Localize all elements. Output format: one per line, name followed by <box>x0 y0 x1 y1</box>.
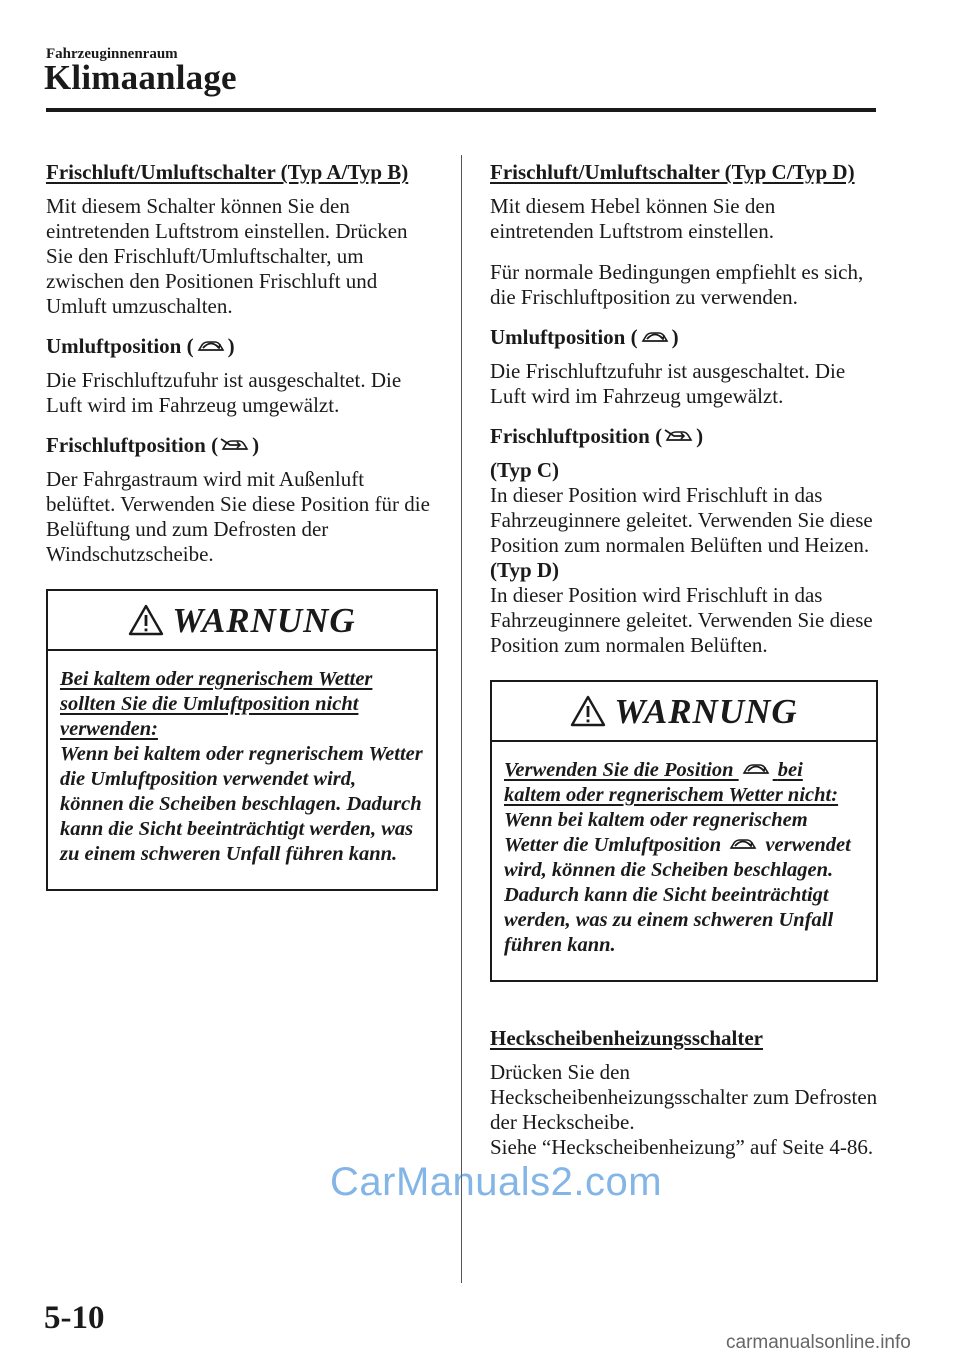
left-column <box>46 160 438 891</box>
warning-icon <box>128 604 164 636</box>
left-frisch-title-text: Frischluftposition ( <box>46 433 219 457</box>
right-typ-c-label: (Typ C) <box>490 458 560 482</box>
left-umluft-text: Die Frischluftzufuhr ist ausgeschaltet. Die Luft wird im Fahrzeug umgewälzt. <box>46 368 402 417</box>
right-warning-text <box>504 808 864 958</box>
page-number: 5-10 <box>44 1300 105 1336</box>
fresh-air-icon <box>664 427 694 445</box>
left-frisch-title <box>46 433 438 458</box>
right-umluft-title-close: ) <box>671 325 679 349</box>
recirculation-icon <box>196 337 226 355</box>
left-frisch-title-close: ) <box>252 433 260 457</box>
right-frisch-title <box>490 424 878 449</box>
right-warning-underlined-a: Verwenden Sie die Position <box>504 759 734 781</box>
left-warning-header <box>48 591 436 651</box>
section-label: Fahrzeuginnenraum <box>46 46 178 62</box>
right-frisch-title-text: Frischluftposition ( <box>490 424 663 448</box>
left-warning-underlined: Bei kaltem oder regnerischem Wetter sollten Sie die Umluftposition nicht verwenden: <box>60 668 373 740</box>
right-warning-underlined-b: bei kaltem oder regnerischem Wetter nicht: <box>504 759 839 806</box>
right-heck-text: Drücken Sie den Heckscheibenheizungsschalter zum Defrosten der Heckscheibe. <box>490 1060 878 1134</box>
left-heading: Frischluft/Umluftschalter (Typ A/Typ B) <box>46 160 409 184</box>
left-warning-box <box>46 589 438 891</box>
left-frisch-text: Der Fahrgastraum wird mit Außenluft belüftet. Verwenden Sie diese Position für die Belüftung und zum Defrosten der Windschutzscheibe. <box>46 467 430 566</box>
left-warning-body <box>48 651 436 889</box>
right-umluft-title-text: Umluftposition ( <box>490 325 638 349</box>
watermark-center: CarManuals2.com <box>330 1160 663 1204</box>
header-rule <box>46 108 876 112</box>
right-typ-c-text: In dieser Position wird Frischluft in das Fahrzeuginnere geleitet. Verwenden Sie diese Position zum normalen Belüften und Heizen. <box>490 483 873 557</box>
left-warning-text: Wenn bei kaltem oder regnerischem Wetter die Umluftposition verwendet wird, können die Scheiben beschlagen. Dadurch kann die Sicht beeinträchtigt werden, was zu einem schweren Unfall führen kann. <box>60 743 423 865</box>
right-column <box>490 160 878 1160</box>
fresh-air-icon <box>220 436 250 454</box>
right-warning-body <box>492 742 876 980</box>
left-intro: Mit diesem Schalter können Sie den eintretenden Luftstrom einstellen. Drücken Sie den Frischluft/Umluftschalter, um zwischen den Positionen Frischluft und Umluft umzuschalten. <box>46 194 408 318</box>
right-warning-text-a: Wenn bei kaltem oder regnerischem Wetter die Umluftposition <box>504 809 808 856</box>
right-heading: Frischluft/Umluftschalter (Typ C/Typ D) <box>490 160 855 184</box>
right-frisch-title-close: ) <box>696 424 704 448</box>
left-umluft-title <box>46 334 438 359</box>
column-divider <box>461 155 462 1283</box>
right-heck-ref: Siehe “Heckscheibenheizung” auf Seite 4-86. <box>490 1135 874 1159</box>
right-warning-title: WARNUNG <box>614 691 798 731</box>
recirculation-icon <box>640 328 670 346</box>
right-warning-header <box>492 682 876 742</box>
right-intro-2: Für normale Bedingungen empfiehlt es sich, die Frischluftposition zu verwenden. <box>490 260 864 309</box>
left-umluft-title-close: ) <box>227 334 235 358</box>
right-warning-underlined <box>504 758 864 808</box>
warning-icon <box>570 695 606 727</box>
right-heck-heading: Heckscheibenheizungsschalter <box>490 1026 763 1050</box>
right-umluft-title <box>490 325 878 350</box>
recirculation-icon <box>741 760 771 778</box>
left-warning-title: WARNUNG <box>172 600 356 640</box>
right-umluft-text: Die Frischluftzufuhr ist ausgeschaltet. Die Luft wird im Fahrzeug umgewälzt. <box>490 359 846 408</box>
right-typ-d-label: (Typ D) <box>490 558 560 582</box>
right-warning-box <box>490 680 878 982</box>
page-title: Klimaanlage <box>44 58 237 97</box>
recirculation-icon <box>728 835 758 853</box>
left-umluft-title-text: Umluftposition ( <box>46 334 194 358</box>
right-intro: Mit diesem Hebel können Sie den eintretenden Luftstrom einstellen. <box>490 194 776 243</box>
right-warning-text-b: verwendet wird, können die Scheiben beschlagen. Dadurch kann die Sicht beeinträchtigt werden, was zu einem schweren Unfall führen kann. <box>504 834 851 956</box>
watermark-corner: carmanualsonline.info <box>726 1332 911 1353</box>
right-typ-d-text: In dieser Position wird Frischluft in das Fahrzeuginnere geleitet. Verwenden Sie diese Position zum normalen Belüften. <box>490 583 873 657</box>
